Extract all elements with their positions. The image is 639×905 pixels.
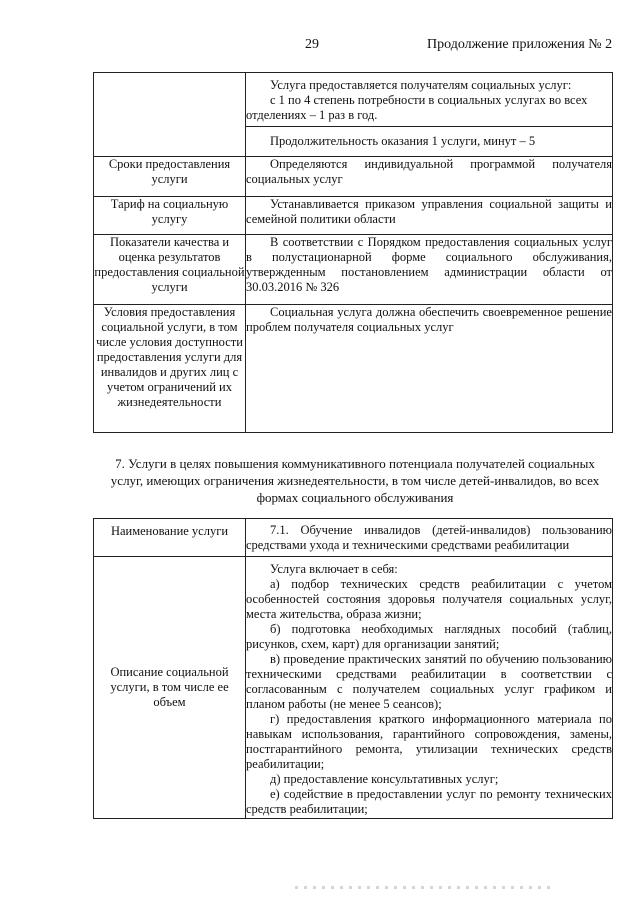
list-item: б) подготовка необходимых наглядных пособий (таблиц, рисунков, схем, карт) для организации занятий;	[246, 622, 612, 651]
table-service-details	[93, 72, 613, 433]
list-item: д) предоставление консультативных услуг;	[270, 772, 499, 786]
table-row	[94, 157, 613, 197]
terms-value: Определяются индивидуальной программой получателя социальных услуг	[246, 157, 613, 197]
table-row	[94, 73, 613, 127]
empty-label-cell	[94, 73, 246, 157]
table-row	[94, 305, 613, 433]
table-service-7-1	[93, 518, 613, 819]
service-frequency-cell	[246, 73, 613, 127]
scan-artifact-divider	[295, 886, 555, 889]
quality-value: В соответствии с Порядком предоставления социальных услуг в полустационарной форме социального обслуживания, утвержденным постановлением администрации области от 30.03.2016 № 326	[246, 235, 613, 305]
service-frequency-detail: с 1 по 4 степень потребности в социальных услугах во всех отделениях – 1 раз в год.	[246, 93, 588, 122]
table-row	[94, 197, 613, 235]
conditions-label: Условия предоставления социальной услуги, в том числе условия доступности предоставления услуги для инвалидов и других лиц с учетом ограничений их жизнедеятельности	[94, 305, 246, 433]
list-item: а) подбор технических средств реабилитации с учетом особенностей состояния здоровья получателя социальных услуг, места жительства, образа жизни;	[246, 577, 612, 621]
service-frequency-intro: Услуга предоставляется получателям социальных услуг:	[270, 78, 572, 92]
terms-label: Сроки предоставления услуги	[94, 157, 246, 197]
list-item: в) проведение практических занятий по обучению пользованию техническими средствами реабилитации в соответствии с согласованным с получателем социальных услуг графиком и планом работы (не менее 5 сеансов);	[246, 652, 612, 711]
table-row	[94, 557, 613, 819]
description-value	[246, 557, 613, 819]
table-row	[94, 235, 613, 305]
conditions-value: Социальная услуга должна обеспечить своевременное решение проблем получателя социальных услуг	[246, 305, 613, 433]
section-title: 7. Услуги в целях повышения коммуникативного потенциала получателей социальных услуг, имеющих ограничения жизнедеятельности, в том числе детей-инвалидов, во всех формах социального обслуживания	[110, 456, 600, 505]
service-name-label: Наименование услуги	[94, 519, 246, 557]
list-item: г) предоставления краткого информационного материала по навыкам использования, гарантийного сопровождения, замены, постгарантийного ремонта, утилизации технических средств реабилитации;	[246, 712, 612, 771]
list-item: Услуга включает в себя:	[270, 562, 398, 576]
tariff-value: Устанавливается приказом управления социальной защиты и семейной политики области	[246, 197, 613, 235]
tariff-label: Тариф на социальную услугу	[94, 197, 246, 235]
table-row	[94, 519, 613, 557]
service-name-value: 7.1. Обучение инвалидов (детей-инвалидов) пользованию средствами ухода и техническими средствами реабилитации	[246, 519, 613, 557]
page-number: 29	[305, 37, 319, 52]
description-label: Описание социальной услуги, в том числе ее объем	[94, 557, 246, 819]
page-header-title: Продолжение приложения № 2	[427, 37, 613, 52]
quality-label: Показатели качества и оценка результатов предоставления социальной услуги	[94, 235, 246, 305]
service-duration: Продолжительность оказания 1 услуги, минут – 5	[246, 127, 613, 157]
list-item: е) содействие в предоставлении услуг по ремонту технических средств реабилитации;	[246, 787, 612, 816]
